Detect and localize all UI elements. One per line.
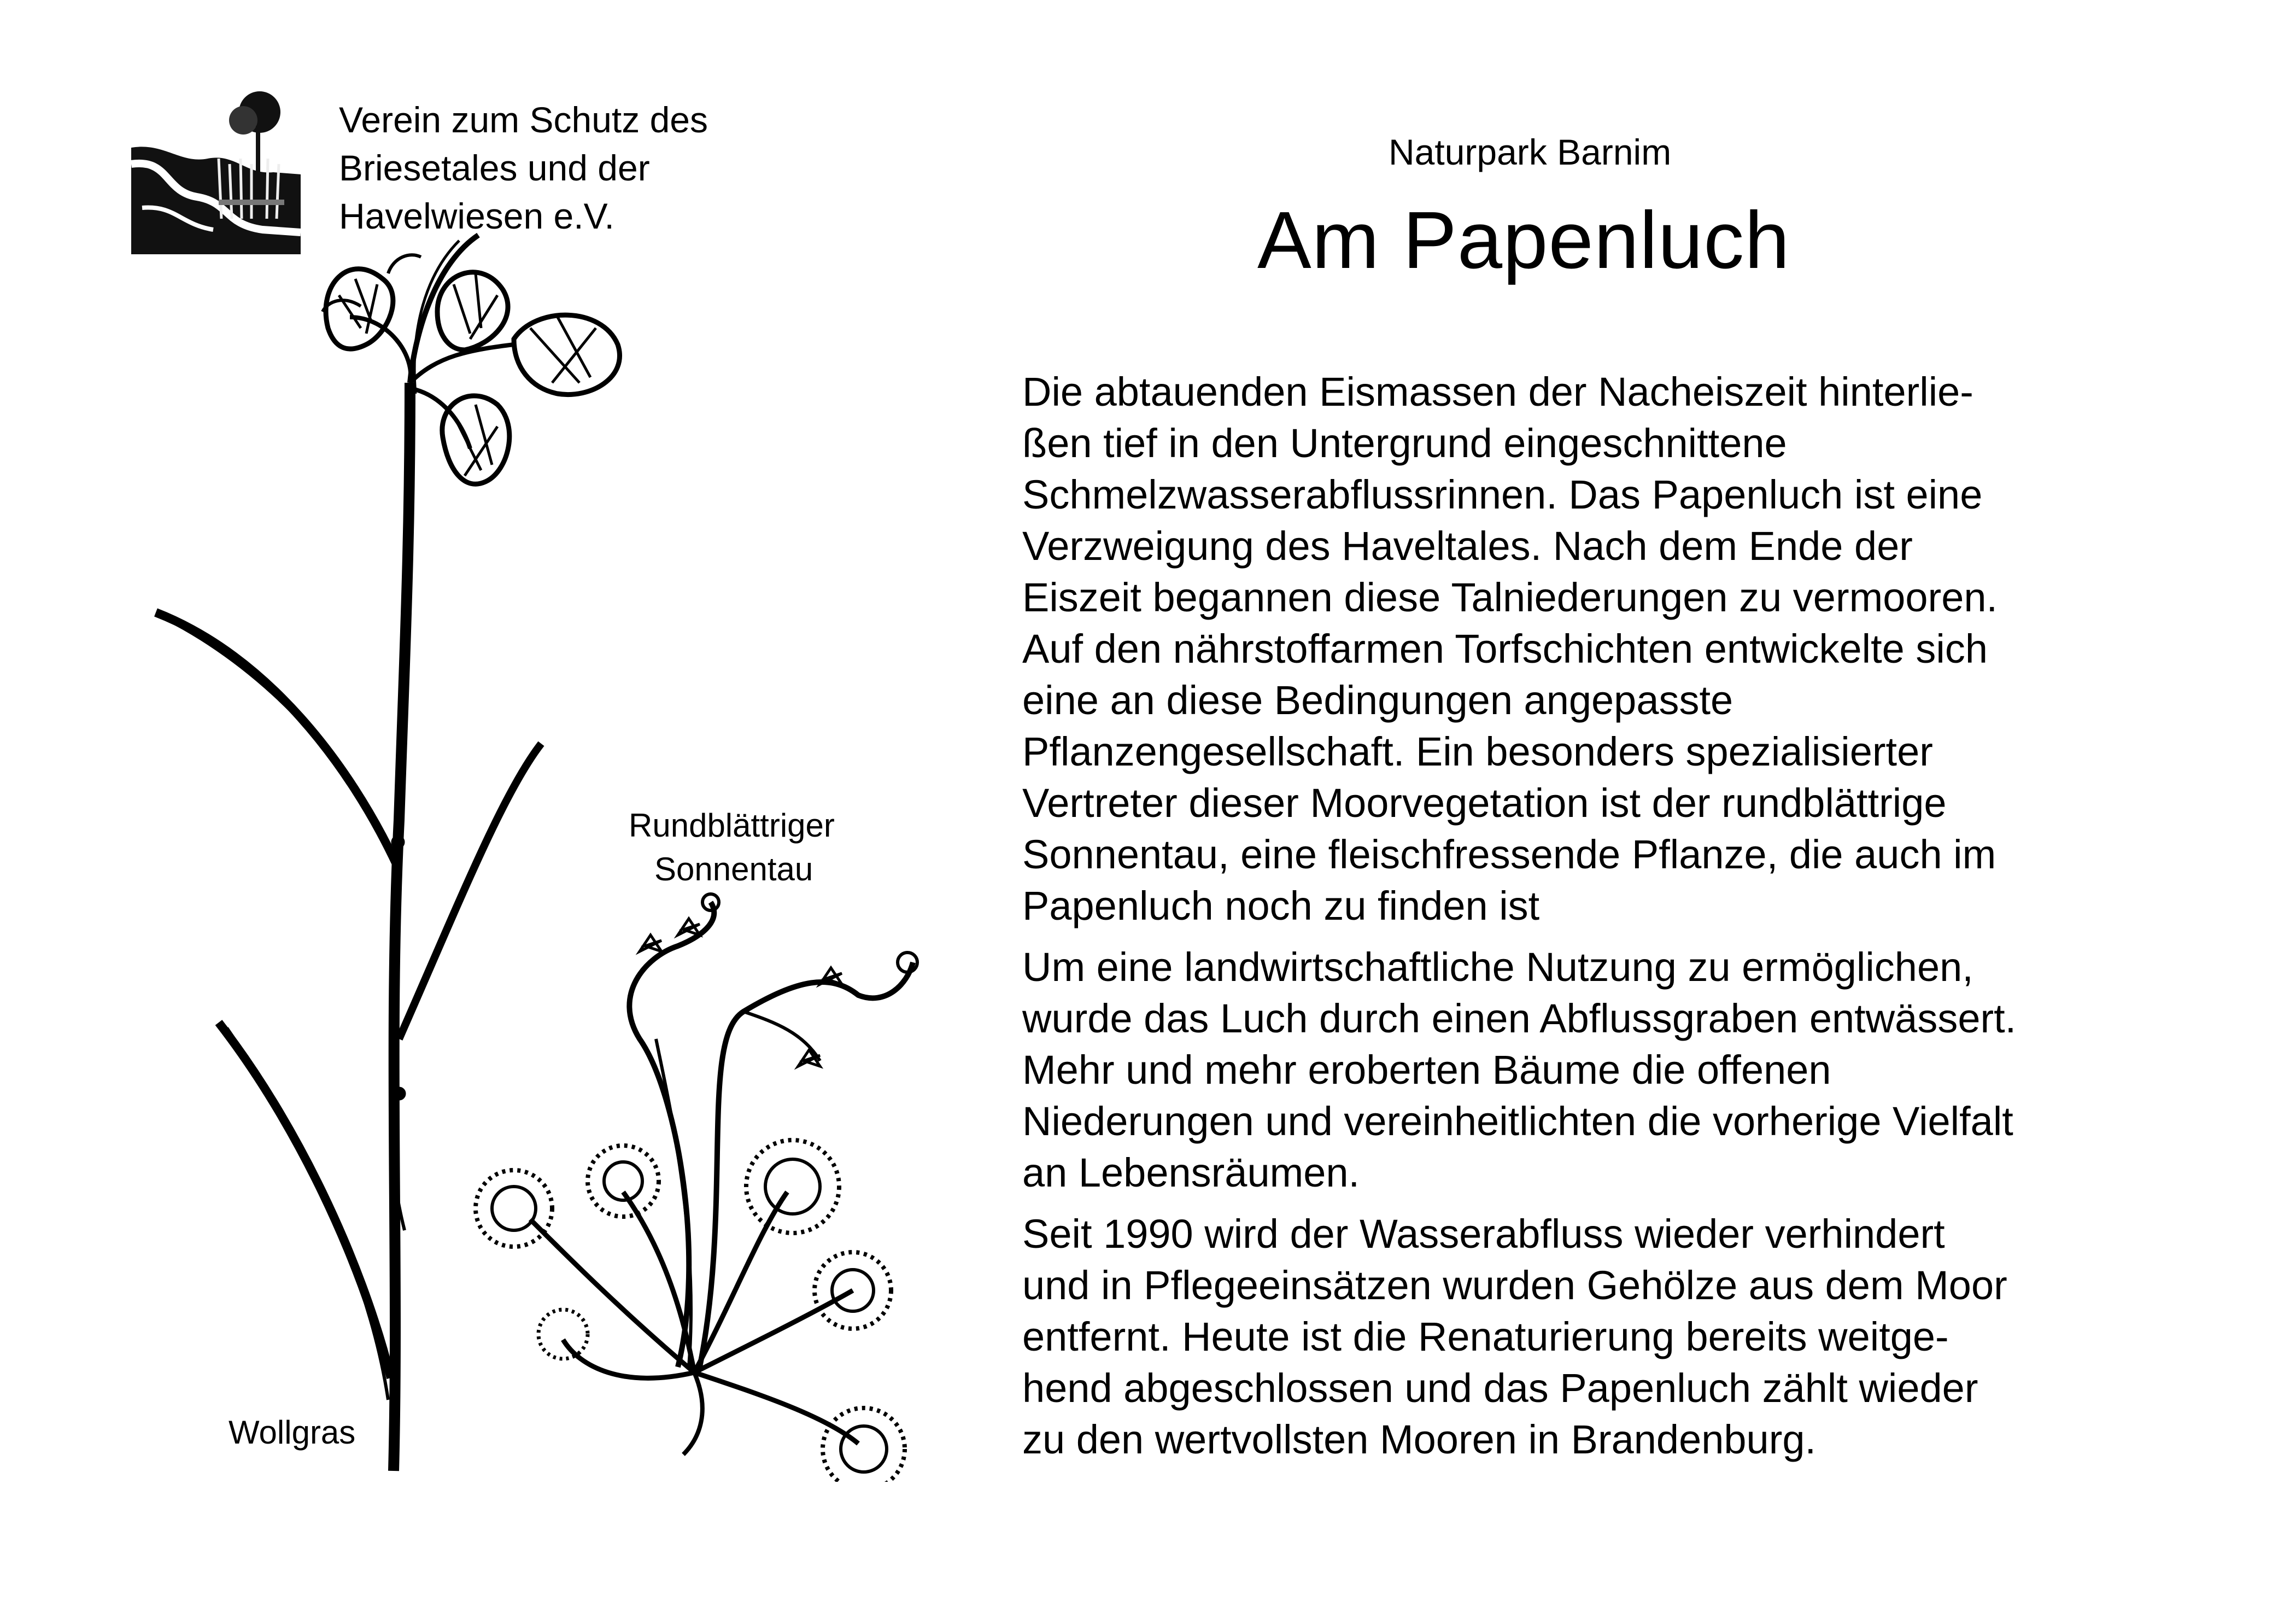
text-line: eine an diese Bedingungen angepasste: [1022, 677, 1733, 723]
paragraph: [1022, 366, 2269, 932]
text-line: zu den wertvollsten Mooren in Brandenburg.: [1022, 1417, 1817, 1462]
text-line: Pflanzengesellschaft. Ein besonders spezialisierter: [1022, 729, 1933, 774]
text-line: Verzweigung des Haveltales. Nach dem Ende der: [1022, 523, 1913, 569]
park-name: Naturpark Barnim: [1389, 132, 1672, 172]
text-line: Papenluch noch zu finden ist: [1022, 883, 1540, 928]
cotton-grass-caption: Wollgras: [229, 1414, 356, 1451]
sundew-caption-line2: Sonnentau: [654, 851, 813, 887]
text-line: Mehr und mehr eroberten Bäume die offenen: [1022, 1047, 1831, 1093]
text-line: Schmelzwasserabflussrinnen. Das Papenluch ist eine: [1022, 472, 1983, 517]
paragraph: [1022, 1208, 2269, 1465]
text-line: Die abtauenden Eismassen der Nacheiszeit hinterlie-: [1022, 369, 1973, 414]
text-line: Niederungen und vereinheitlichten die vorherige Vielfalt: [1022, 1099, 2013, 1144]
text-line: Sonnentau, eine fleischfressende Pflanze, die auch im: [1022, 832, 1996, 877]
sundew-caption: Rundblättriger: [629, 807, 835, 844]
page-title: Am Papenluch: [1257, 195, 1790, 285]
cotton-grass-drawing: [156, 235, 619, 1471]
text-line: Um eine landwirtschaftliche Nutzung zu ermöglichen,: [1022, 944, 1973, 990]
organization-line: Briesetales und der: [339, 148, 650, 188]
text-line: an Lebensräumen.: [1022, 1150, 1360, 1195]
text-line: Seit 1990 wird der Wasserabfluss wieder verhindert: [1022, 1211, 1945, 1257]
paragraph: [1022, 942, 2269, 1199]
text-line: und in Pflegeeinsätzen wurden Gehölze aus dem Moor: [1022, 1263, 2007, 1308]
text-line: ßen tief in den Untergrund eingeschnittene: [1022, 420, 1787, 466]
text-line: entfernt. Heute ist die Renaturierung bereits weitge-: [1022, 1314, 1949, 1359]
sundew-drawing: [476, 894, 917, 1482]
text-line: Auf den nährstoffarmen Torfschichten entwickelte sich: [1022, 626, 1988, 671]
organization-line: Havelwiesen e.V.: [339, 196, 614, 236]
text-line: hend abgeschlossen und das Papenluch zählt wieder: [1022, 1365, 1978, 1411]
article-body: [1022, 366, 2269, 1475]
organization-line: Verein zum Schutz des: [339, 100, 708, 140]
text-line: Eiszeit begannen diese Talniederungen zu vermooren.: [1022, 575, 1998, 620]
text-line: Vertreter dieser Moorvegetation ist der rundblättrige: [1022, 780, 1947, 826]
text-line: wurde das Luch durch einen Abflussgraben entwässert.: [1022, 996, 2017, 1041]
